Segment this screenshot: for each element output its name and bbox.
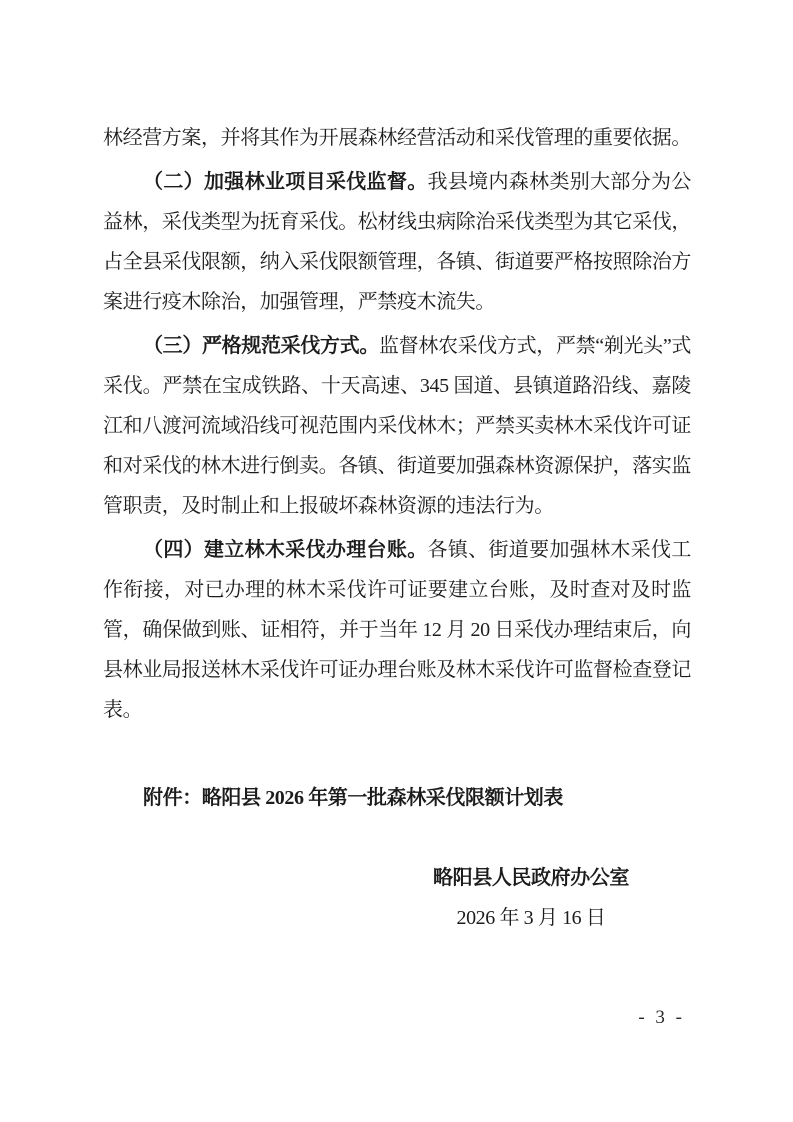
signature-organization: 略阳县人民政府办公室: [433, 867, 629, 889]
section-paragraph-2: [103, 162, 691, 322]
section-paragraph-3: [103, 326, 691, 526]
signature-block: [433, 858, 629, 938]
section-heading: （四）建立林木采伐办理台账。: [143, 539, 428, 561]
section-heading: （二）加强林业项目采伐监督。: [143, 171, 428, 193]
section-paragraph-4: [103, 530, 691, 730]
paragraph-continuation: [103, 118, 691, 158]
section-heading: （三）严格规范采伐方式。: [143, 335, 379, 357]
signature-date: 2026 年 3 月 16 日: [456, 907, 606, 929]
document-body: [103, 118, 691, 938]
paragraph-text: 林经营方案，并将其作为开展森林经营活动和采伐管理的重要依据。: [103, 127, 691, 149]
paragraph-text: 各镇、街道要加强林木采伐工作衔接，对已办理的林木采伐许可证要建立台账，及时查对及时监管，确保做到账、证相符，并于当年 12 月 20 日采伐办理结束后，向县林业局报送林木采伐许可证办理台账及林木采伐许可监督检查登记表。: [103, 539, 691, 721]
paragraph-text: 监督林农采伐方式，严禁“剃光头”式采伐。严禁在宝成铁路、十天高速、345 国道、县镇道路沿线、嘉陵江和八渡河流域沿线可视范围内采伐林木；严禁买卖林木采伐许可证和对采伐的林木进行倒卖。各镇、街道要加强森林资源保护，落实监管职责，及时制止和上报破坏森林资源的违法行为。: [103, 335, 691, 517]
paragraph-text: 我县境内森林类别大部分为公益林，采伐类型为抚育采伐。松材线虫病除治采伐类型为其它采伐，占全县采伐限额，纳入采伐限额管理，各镇、街道要严格按照除治方案进行疫木除治，加强管理，严禁疫木流失。: [103, 171, 691, 313]
attachment-line: 附件：略阳县 2026 年第一批森林采伐限额计划表: [143, 787, 563, 809]
page-number: - 3 -: [638, 1007, 685, 1028]
